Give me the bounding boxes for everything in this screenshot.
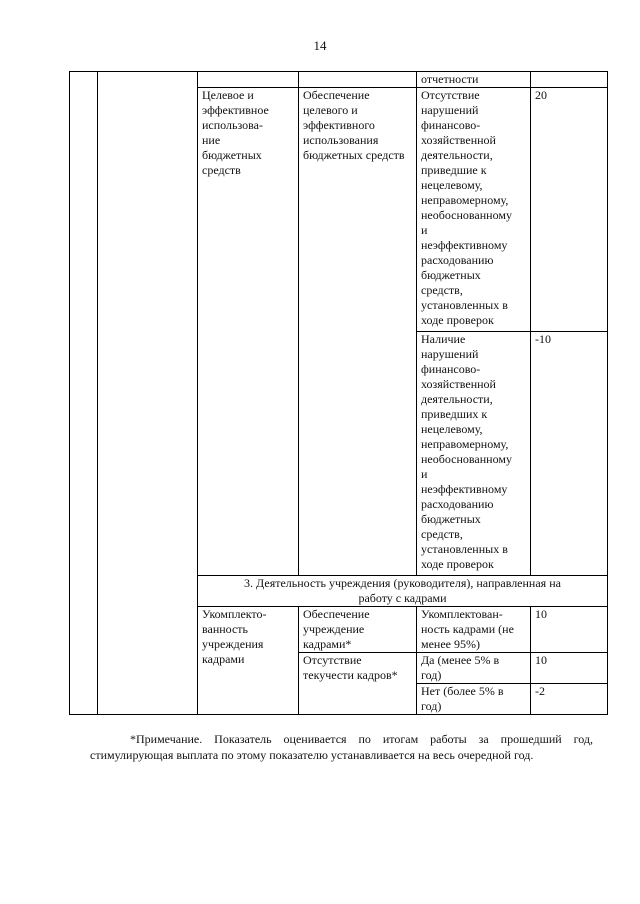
- condition-cell: Отсутствие нарушений финансово- хозяйственной деятельности, приведшие к нецелевому, неправомерному, необоснованному и неэффективному расходованию бюджетных средств, установленных в ходе проверок: [417, 88, 531, 332]
- page-number: 14: [313, 38, 327, 53]
- condition-cell: Нет (более 5% в год): [417, 684, 531, 715]
- condition-cell: отчетности: [417, 72, 531, 88]
- condition-cell: Да (менее 5% в год): [417, 653, 531, 684]
- indicator-cell: Обеспечение целевого и эффективного использования бюджетных средств: [299, 88, 417, 576]
- indicator-cell: [299, 72, 417, 88]
- number-column-cell: [70, 72, 98, 715]
- criterion-cell: Укомплекто- ванность учреждения кадрами: [198, 607, 299, 715]
- criteria-table: [69, 71, 608, 715]
- condition-cell: Наличие нарушений финансово- хозяйственной деятельности, приведших к нецелевому, неправомерному, необоснованному и неэффективному расходованию бюджетных средств, установленных в ходе проверок: [417, 332, 531, 576]
- direction-column-cell: [98, 72, 198, 715]
- section-heading: 3. Деятельность учреждения (руководителя), направленная на работу с кадрами: [198, 576, 608, 607]
- criterion-cell: [198, 72, 299, 88]
- points-cell: 10: [531, 607, 608, 653]
- points-cell: -2: [531, 684, 608, 715]
- points-cell: [531, 72, 608, 88]
- table-row: [70, 72, 608, 88]
- points-cell: 20: [531, 88, 608, 332]
- criterion-cell: Целевое и эффективное использова- ние бюджетных средств: [198, 88, 299, 576]
- points-cell: -10: [531, 332, 608, 576]
- indicator-cell: Обеспечение учреждение кадрами*: [299, 607, 417, 653]
- points-cell: 10: [531, 653, 608, 684]
- condition-cell: Укомплектован- ность кадрами (не менее 95%): [417, 607, 531, 653]
- indicator-cell: Отсутствие текучести кадров*: [299, 653, 417, 715]
- footnote: *Примечание. Показатель оценивается по итогам работы за прошедший год, стимулирующая выплата по этому показателю устанавливается на весь очередной год.: [90, 732, 593, 762]
